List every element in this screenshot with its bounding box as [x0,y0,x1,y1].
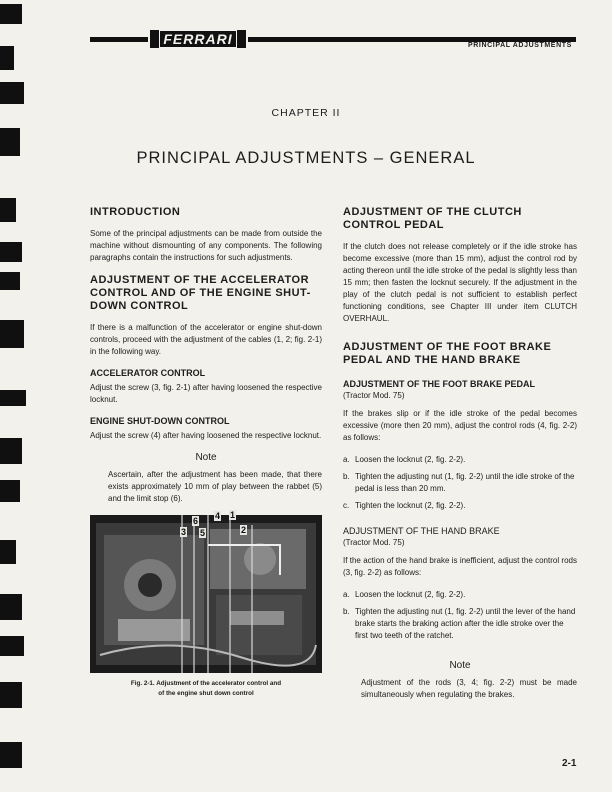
note-paragraph-brakes: Adjustment of the rods (3, 4; fig. 2-2) must be made simultaneously when regulating the brakes. [361,678,577,699]
callout-3: 3 [181,527,187,537]
callout-6: 6 [193,516,199,526]
binder-tab-mark [0,742,22,768]
page-number: 2-1 [562,758,577,769]
right-column [343,206,577,711]
foot-brake-paragraph: If the brakes slip or if the idle stroke of the pedal becomes excessive (more then 20 mm), adjust the control rods (4, fig. 2-2) as follows: [343,409,577,442]
foot-brake-steps [343,454,577,512]
binder-tab-mark [0,272,20,290]
list-item: b. Tighten the adjusting nut (1, fig. 2-2) until the idle stroke of the pedal is less than 20 mm. [343,472,575,493]
binder-tab-mark [0,682,22,708]
callout-5: 5 [200,528,206,538]
caption-line-2: of the engine shut down control [158,690,254,697]
accelerator-paragraph: If there is a malfunction of the accelerator or engine shut-down controls, proceed with the adjustment of the cables (1, 2; fig. 2-1) in the following way. [90,323,322,356]
hand-brake-model: (Tractor Mod. 75) [343,538,405,547]
brand-logo: FERRARI [150,30,246,48]
binder-tab-mark [0,636,24,656]
binder-tab-mark [0,480,20,502]
figure-2-1-photo [90,510,322,673]
binder-tab-mark [0,242,22,262]
binder-tab-mark [0,390,26,406]
left-column [90,206,322,699]
callout-2: 2 [241,525,247,535]
list-item: b. Tighten the adjusting nut (1, fig. 2-2) until the lever of the hand brake starts the braking action after the idle stroke over the first two teeth of the ratchet. [343,607,576,640]
binder-tab-mark [0,438,22,464]
note-paragraph: Ascertain, after the adjustment has been made, that there exists approximately 10 mm of play between the rabbet (5) and the limit stop (6). [108,470,322,503]
subheading-foot-brake: ADJUSTMENT OF THE FOOT BRAKE PEDAL [343,379,536,389]
list-item: a. Loosen the locknut (2, fig. 2-2). [343,455,466,464]
list-item: c. Tighten the locknut (2, fig. 2-2). [343,501,466,510]
section-heading-introduction: INTRODUCTION [90,206,181,218]
callout-1: 1 [230,510,236,520]
subheading-accelerator-control: ACCELERATOR CONTROL [90,368,206,378]
note-heading-brakes: Note [449,660,471,671]
binder-tab-mark [0,46,14,70]
section-heading-brakes: ADJUSTMENT OF THE FOOT BRAKE PEDAL AND THE HAND BRAKE [343,341,552,366]
binder-tab-mark [0,320,24,348]
binder-tab-mark [0,198,16,222]
running-head: PRINCIPAL ADJUSTMENTS [468,42,572,49]
subheading-engine-shutdown: ENGINE SHUT-DOWN CONTROL [90,416,230,426]
accelerator-control-paragraph: Adjust the screw (3, fig. 2-1) after having loosened the respective locknut. [90,383,322,404]
section-heading-clutch: ADJUSTMENT OF THE CLUTCH CONTROL PEDAL [343,206,522,231]
clutch-paragraph: If the clutch does not release completely or if the idle stroke has become excessive (more than 15 mm), adjust the control rod by acting thereon until the idle stroke of the pedal is slightly less than 15 mm; then fasten the locknut securely. If the adjustment in the play of the clutch pedal is not sufficient to establish perfect functioning conditions, see Chapter III under item CLUTCH OVERHAUL. [343,242,577,323]
subheading-hand-brake: ADJUSTMENT OF THE HAND BRAKE [343,526,500,536]
binder-tab-mark [0,540,16,564]
engine-shutdown-paragraph: Adjust the screw (4) after having loosened the respective locknut. [90,431,322,440]
engine-photo-illustration [90,515,322,673]
binder-tab-mark [0,82,24,104]
caption-line-1: Fig. 2-1. Adjustment of the accelerator control and [130,680,282,687]
intro-paragraph: Some of the principal adjustments can be made from outside the machine without dismounting of any components. The following paragraphs contain the instructions for such adjustments. [90,229,322,262]
callout-4: 4 [215,511,221,521]
note-heading: Note [195,452,217,463]
list-item: a. Loosen the locknut (2, fig. 2-2). [343,590,466,599]
binder-tab-mark [0,4,22,24]
chapter-label: CHAPTER II [271,107,341,119]
figure-caption [90,679,322,699]
binder-tab-mark [0,594,22,620]
header-rule-left [90,37,148,42]
page-title: PRINCIPAL ADJUSTMENTS – GENERAL [136,149,476,167]
hand-brake-paragraph: If the action of the hand brake is inefficient, adjust the control rods (3, fig. 2-2) as follows: [343,556,577,577]
foot-brake-model: (Tractor Mod. 75) [343,391,405,400]
hand-brake-steps [343,589,577,642]
section-heading-accelerator: ADJUSTMENT OF THE ACCELERATOR CONTROL AND OF THE ENGINE SHUT-DOWN CONTROL [90,274,311,312]
